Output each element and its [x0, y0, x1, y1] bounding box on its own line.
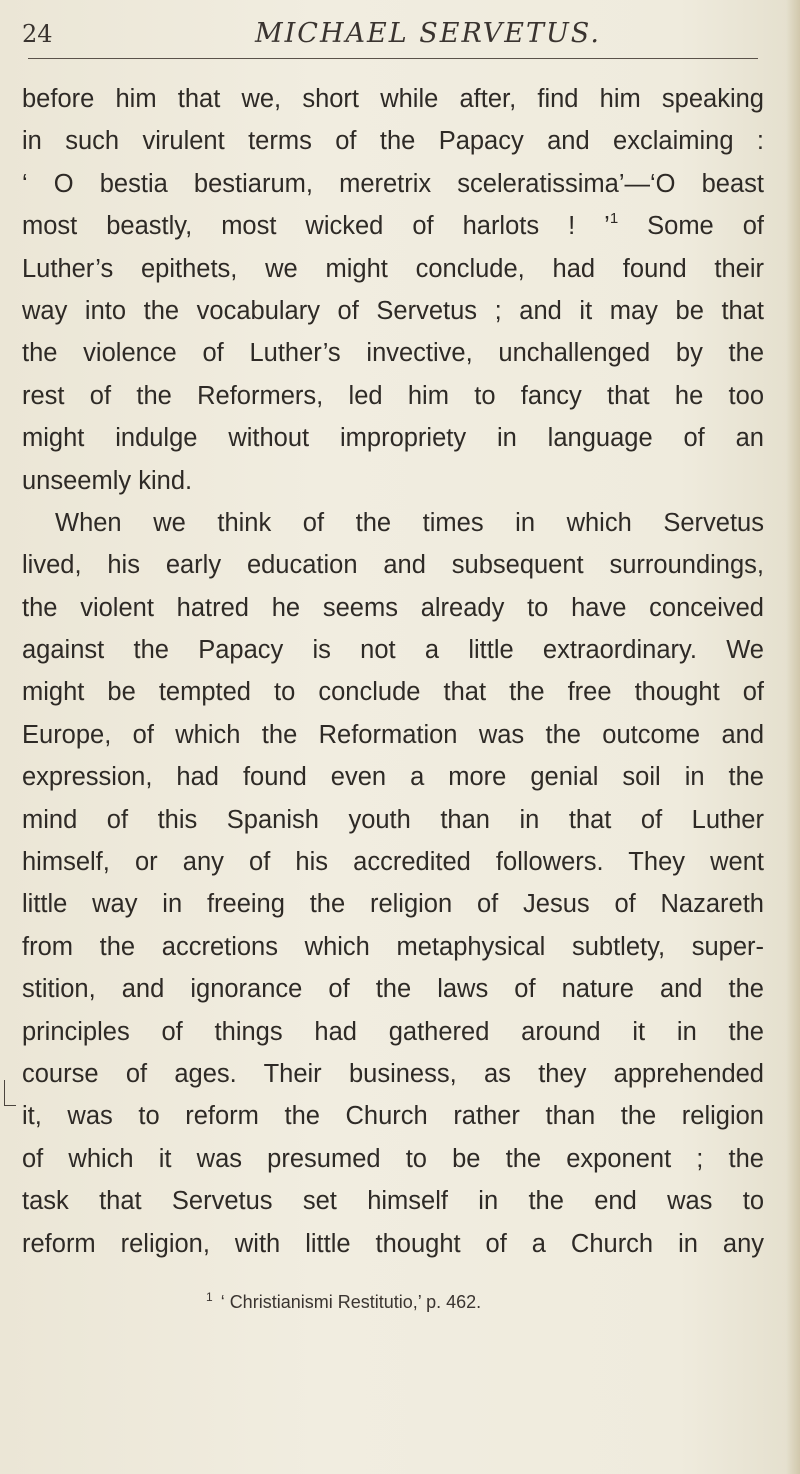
- body-text: [22, 78, 764, 1265]
- text-line-segment: Some of: [618, 212, 764, 241]
- margin-mark: [4, 1080, 5, 1106]
- text-line: against the Papacy is not a little extraordinary. We: [22, 636, 764, 665]
- footnote: [206, 1290, 481, 1313]
- page-number: 24: [22, 20, 53, 48]
- text-line-with-footnote-ref: [22, 205, 764, 247]
- text-line: mind of this Spanish youth than in that of Luther: [22, 805, 764, 834]
- text-line: stition, and ignorance of the laws of nature and the: [22, 975, 764, 1004]
- text-line: task that Servetus set himself in the end was to: [22, 1187, 764, 1216]
- text-line: lived, his early education and subsequent surroundings,: [22, 551, 764, 580]
- footnote-text: ‘ Christianismi Restitutio,’ p. 462.: [220, 1292, 482, 1312]
- text-line: ‘ O bestia bestiarum, meretrix sceleratissima’—‘O beast: [22, 169, 764, 198]
- text-line: unseemly kind.: [22, 466, 193, 495]
- text-line: from the accretions which metaphysical subtlety, super-: [22, 932, 764, 961]
- footnote-reference[interactable]: 1: [609, 210, 619, 228]
- text-line: might be tempted to conclude that the free thought of: [22, 678, 764, 707]
- text-line-segment: most beastly, most wicked of harlots ! ’: [22, 212, 610, 241]
- text-line: principles of things had gathered around it in the: [22, 1017, 764, 1046]
- running-title: MICHAEL SERVETUS.: [255, 18, 601, 49]
- text-line: Europe, of which the Reformation was the outcome and: [22, 720, 764, 749]
- page-edge-shadow: [786, 0, 800, 1474]
- text-line: before him that we, short while after, find him speaking: [22, 85, 764, 113]
- text-line: in such virulent terms of the Papacy and exclaiming :: [22, 127, 764, 156]
- text-line: the violence of Luther’s invective, unchallenged by the: [22, 339, 764, 368]
- text-line: himself, or any of his accredited followers. They went: [22, 848, 764, 877]
- text-line: might indulge without impropriety in language of an: [22, 424, 764, 453]
- text-line: it, was to reform the Church rather than the religion: [22, 1102, 764, 1131]
- text-line: little way in freeing the religion of Jesus of Nazareth: [22, 890, 764, 919]
- text-line: of which it was presumed to be the exponent ; the: [22, 1144, 764, 1173]
- text-line: way into the vocabulary of Servetus ; and it may be that: [22, 296, 764, 325]
- text-line: Luther’s epithets, we might conclude, had found their: [22, 254, 764, 283]
- text-line: reform religion, with little thought of a Church in any: [22, 1229, 764, 1258]
- margin-mark-foot: [4, 1105, 16, 1106]
- text-line: course of ages. Their business, as they apprehended: [22, 1059, 764, 1088]
- text-line: the violent hatred he seems already to have conceived: [22, 593, 764, 622]
- text-line: When we think of the times in which Servetus: [55, 508, 764, 537]
- header-rule: [28, 58, 758, 59]
- text-line: expression, had found even a more genial soil in the: [22, 763, 764, 792]
- text-line: rest of the Reformers, led him to fancy that he too: [22, 381, 764, 410]
- footnote-number: 1: [206, 1290, 213, 1304]
